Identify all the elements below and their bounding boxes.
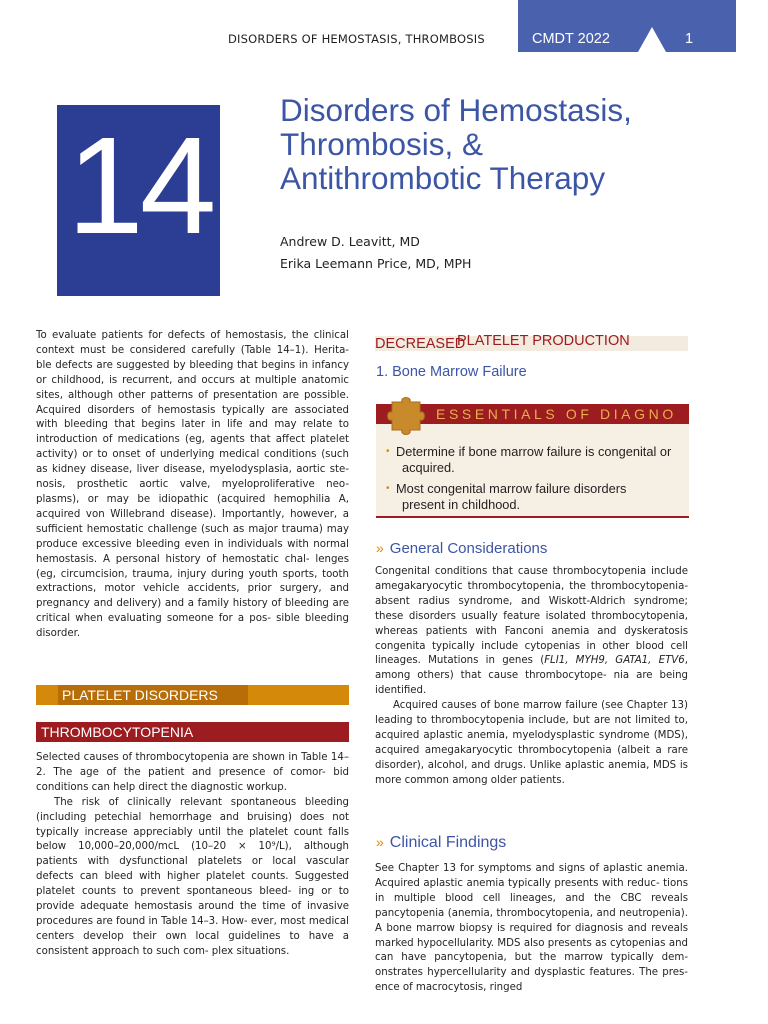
essentials-box [376,404,689,518]
essentials-item-line: Determine if bone marrow failure is congenital or [396,444,672,459]
essentials-item-line: acquired. [402,460,455,475]
body-paragraph: Acquired causes of bone marrow failure (see Chapter 13) leading to thrombocytopenia include, but are not limited to, acquired aplastic anemia, myelodysplastic syndrome (MDS), acquired amegakaryocytic thrombocytopenia (albeit a rare disorder), alcohol, and drugs. Unlike aplastic anemia, MDS is more common among older patients. [375,700,688,786]
essentials-title: ESSENTIALS OF DIAGNO [436,406,677,422]
heading-text: PLATELET DISORDERS [62,687,218,703]
platelet-disorders-heading [36,685,349,705]
bullet-icon: • [386,446,390,457]
section-heading [375,333,688,352]
chapter-title-line: Antithrombotic Therapy [280,160,606,196]
author-name: Andrew D. Leavitt, MD [280,234,420,249]
chapter-title-line: Disorders of Hemostasis, [280,92,632,128]
essentials-item-line: present in childhood. [402,497,521,512]
heading-text: General Considerations [389,540,548,557]
chapter-number: 14 [67,109,213,263]
book-tab [518,0,736,52]
heading-text: Clinical Findings [389,834,507,851]
gene-list: FLI1, MYH9, GATA1, ETV6 [544,655,685,667]
subsection-heading: 1. Bone Marrow Failure [376,364,527,380]
thrombocytopenia-heading [36,722,349,742]
page-number: 1 [685,31,694,47]
puzzle-piece-icon [386,392,426,442]
authors [280,231,471,275]
running-head: DISORDERS OF HEMOSTASIS, THROMBOSIS [228,32,485,46]
essentials-list [386,444,686,518]
intro-paragraph: To evaluate patients for defects of hemostasis, the clinical context must be considered carefully (Table 14–1). Herita- ble defects are suggested by bleeding that begins in infancy or childhood, is recurrent, and occurs at multiple anatomic sites, although other patterns of presentation are possible. Acquired disorders of hemostasis typically are associated with bleeding that begins later in life and may relate to introduction of medications (eg, agents that affect platelet activity) or to onset of underlying medical conditions (such as kidney disease, liver disease, myelodysplasia, aortic ste- nosis, prosthetic aortic valve, myeloproliferative neo- plasms), or may be idiopathic (acquired hemophilia A, acquired von Willebrand disease). Importantly, however, a sufficient hemostatic challenge (such as major trauma) may produce excessive bleeding even in individuals with normal hemostasis. A personal history of hemostatic chal- lenges (eg, circumcision, trauma, injury during youth sports, tooth extractions, motor vehicle accidents, prior surgery, and pregnancy and delivery) and a family history of bleeding are critical when evaluating someone for a pos- sible bleeding disorder. [36,330,349,640]
body-paragraph: The risk of clinically relevant spontaneous bleeding (including petechial hemorrhage and bruising) does not typically increase appreciably until the platelet count falls below 10,000–20,000/mcL (10–20 × 10⁹/L), although patients with dysfunctional platelets or local vascular defects can bleed with higher platelet counts. Suggested platelet counts to prevent spontaneous bleed- ing or to provide adequate hemostasis around the time of invasive procedures are found in Table 14–3. How- ever, most medical centers develop their own local guidelines to have a consistent approach to such com- plex situations. [36,796,349,957]
section-heading-words: PLATELET PRODUCTION [457,333,630,349]
bullet-icon: • [386,483,390,494]
text-run: Congenital conditions that cause thrombocytopenia include amegakaryocytic thrombocytopenia, the thrombocytopenia-absent radius syndrome, and Wiskott-Aldrich syndrome; these disorders usually feature isolated thrombocytopenia, whereas patients with Fanconi anemia and dyskeratosis congenita typically include cytopenias in other blood cell lineages. Mutations in genes ( [375,566,688,667]
body-paragraph: See Chapter 13 for symptoms and signs of aplastic anemia. Acquired aplastic anemia typically presents with reduc- tions in multiple blood cell lineages, and the CBC reveals pancytopenia (anemia, thrombocytopenia, and neutropenia). A bone marrow biopsy is required for diagnosis and reveals marked hypocellularity. MDS also presents as cytopenias and can have pancytopenia, but the marrow typically dem- onstrates hypercellularity and dysplastic features. The pres- ence of macrocytosis, ringed [375,863,688,994]
author-name: Erika Leemann Price, MD, MPH [280,256,472,271]
double-chevron-icon: » [376,540,384,556]
chapter-title [280,93,720,195]
chapter-number-box [57,105,220,296]
double-chevron-icon: » [376,834,384,850]
clinical-findings-heading [376,834,506,852]
heading-text: THROMBOCYTOPENIA [41,724,194,740]
text-run: , among others) that cause thrombocytope- nia are being identified. [375,655,688,697]
body-paragraph: Selected causes of thrombocytopenia are shown in Table 14–2. The age of the patient and presence of comor- bid conditions can help direct the diagnostic workup. [36,752,349,793]
essentials-item-line: Most congenital marrow failure disorders [396,481,627,496]
essentials-item [386,481,686,513]
body-paragraph [375,565,688,699]
book-label: CMDT 2022 [532,31,610,47]
tab-notch [638,27,666,52]
section-heading-word: DECREASED [375,336,466,352]
general-considerations-heading [376,540,547,557]
essentials-item [386,444,686,476]
chapter-title-line: Thrombosis, & [280,126,484,162]
